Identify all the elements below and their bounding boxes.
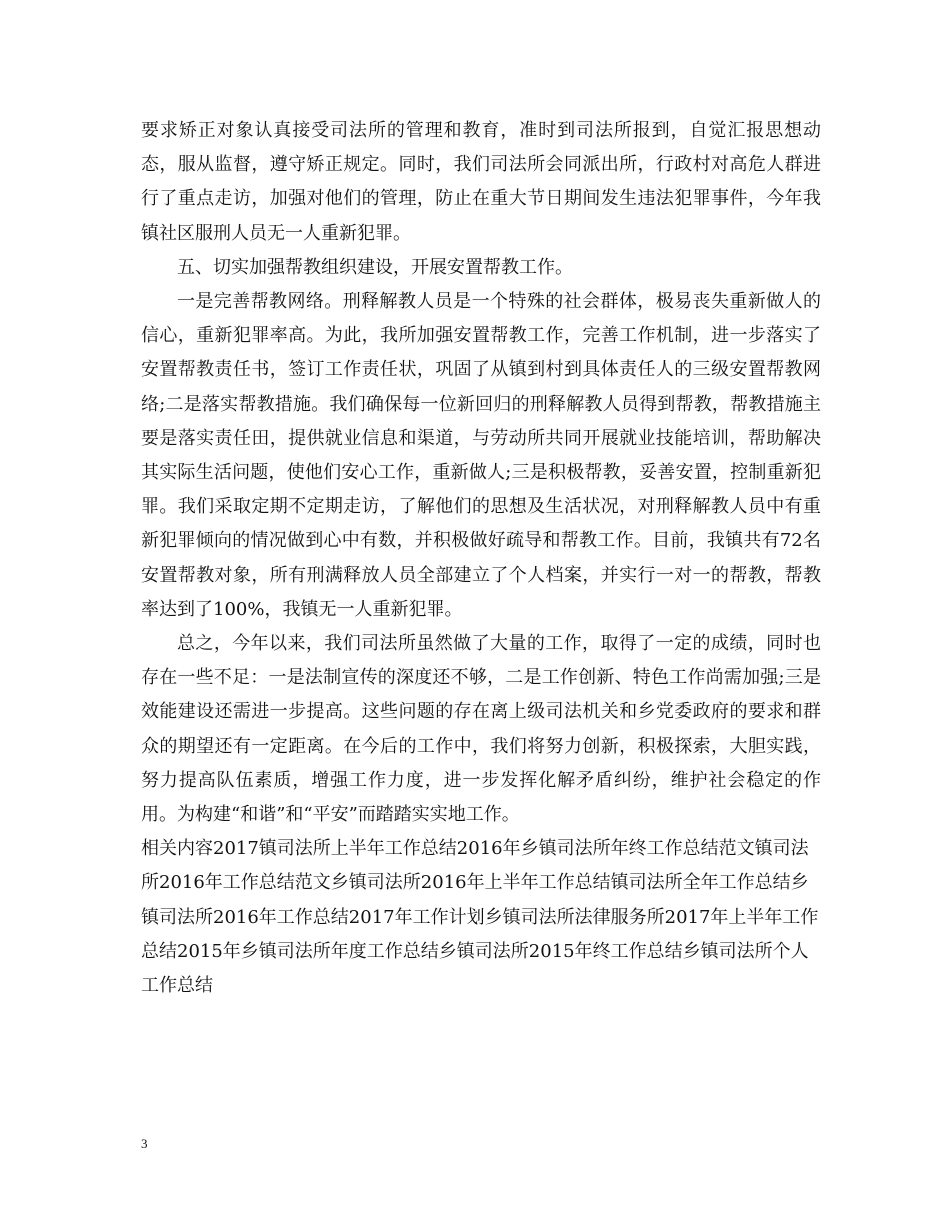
related-content: 相关内容2017镇司法所上半年工作总结2016年乡镇司法所年终工作总结范文镇司法所2016年工作总结范文乡镇司法所2016年上半年工作总结镇司法所全年工作总结乡镇司法所2016年工作总结2017年工作计划乡镇司法所法律服务所2017年上半年工作总结2015年乡镇司法所年度工作总结乡镇司法所2015年终工作总结乡镇司法所个人工作总结 xyxy=(141,838,819,997)
page-number: 3 xyxy=(141,1136,148,1151)
section-heading-five: 五、切实加强帮教组织建设，开展安置帮教工作。 xyxy=(177,256,573,278)
paragraph-supervision: 要求矫正对象认真接受司法所的管理和教育，准时到司法所报到，自觉汇报思想动态，服从监督，遵守矫正规定。同时，我们司法所会同派出所，行政村对高危人群进行了重点走访，加强对他们的管理，防止在重大节日期间发生违法犯罪事件，今年我镇社区服刑人员无一人重新犯罪。 xyxy=(141,120,821,244)
paragraph-summary: 总之，今年以来，我们司法所虽然做了大量的工作，取得了一定的成绩，同时也存在一些不足：一是法制宣传的深度还不够，二是工作创新、特色工作尚需加强;三是效能建设还需进一步提高。这些问题的存在离上级司法机关和乡党委政府的要求和群众的期望还有一定距离。在今后的工作中，我们将努力创新，积极探索，大胆实践，努力提高队伍素质，增强工作力度，进一步发挥化解矛盾纠纷，维护社会稳定的作用。为构建“和谐”和“平安”而踏踏实实地工作。 xyxy=(141,633,821,826)
document-body xyxy=(141,114,821,1003)
paragraph-assistance-network: 一是完善帮教网络。刑释解教人员是一个特殊的社会群体，极易丧失重新做人的信心，重新犯罪率高。为此，我所加强安置帮教工作，完善工作机制，进一步落实了安置帮教责任书，签订工作责任状，巩固了从镇到村到具体责任人的三级安置帮教网络;二是落实帮教措施。我们确保每一位新回归的刑释解教人员得到帮教，帮教措施主要是落实责任田，提供就业信息和渠道，与劳动所共同开展就业技能培训，帮助解决其实际生活问题，使他们安心工作，重新做人;三是积极帮教，妥善安置，控制重新犯罪。我们采取定期不定期走访，了解他们的思想及生活状况，对刑释解教人员中有重新犯罪倾向的情况做到心中有数，并积极做好疏导和帮教工作。目前，我镇共有72名安置帮教对象，所有刑满释放人员全部建立了个人档案，并实行一对一的帮教，帮教率达到了100%，我镇无一人重新犯罪。 xyxy=(141,291,821,620)
